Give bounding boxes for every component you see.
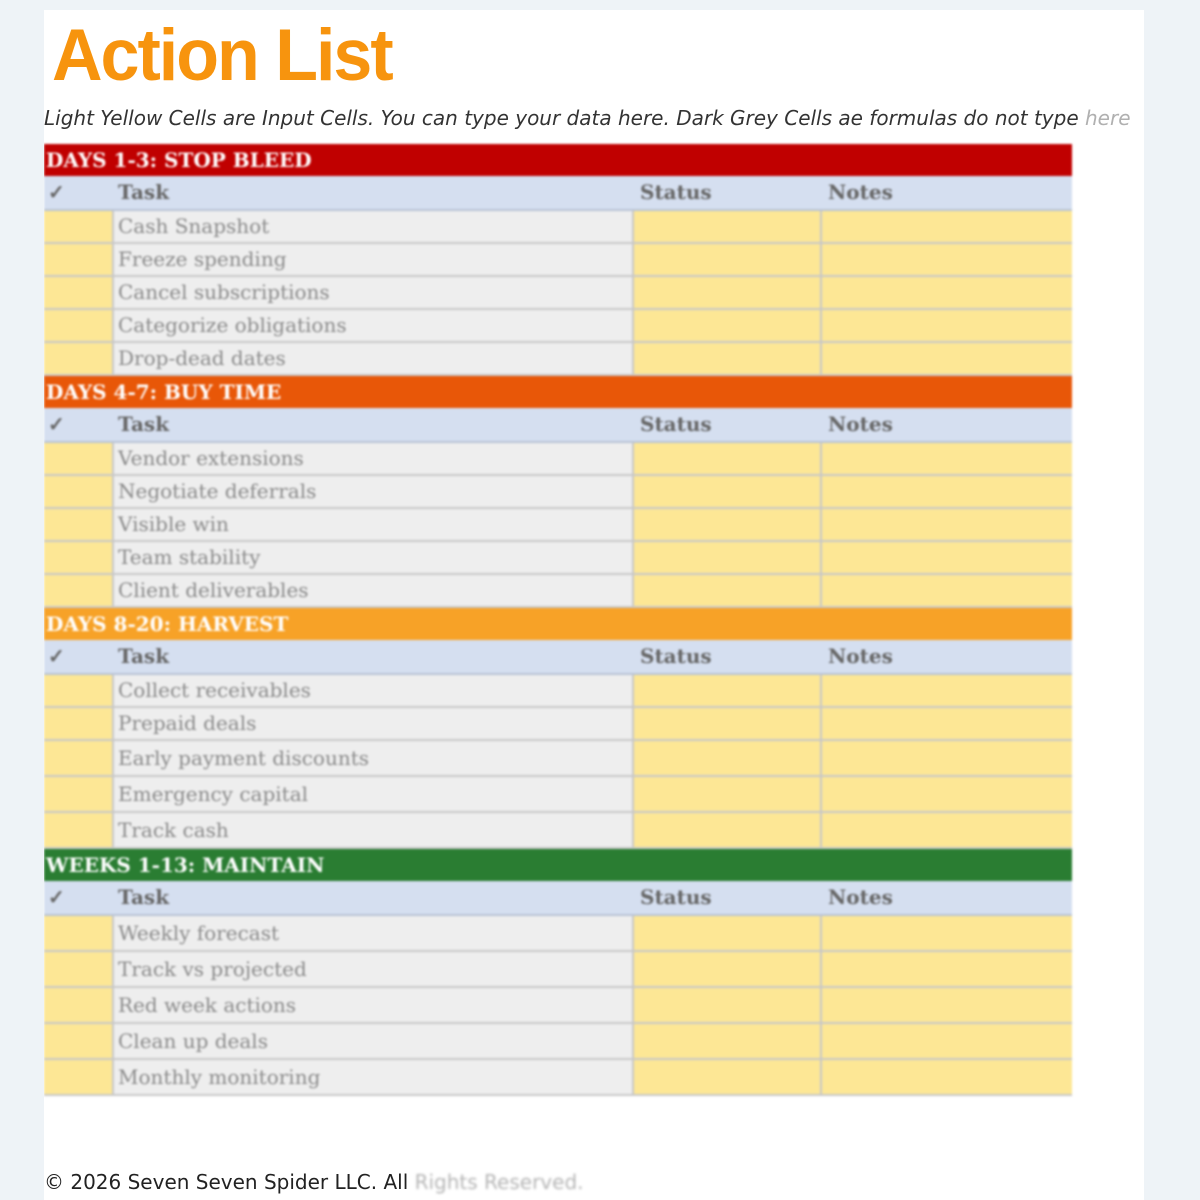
check-cell[interactable] bbox=[44, 575, 114, 606]
section-title: DAYS 8-20: HARVEST bbox=[44, 608, 1072, 640]
task-cell: Clean up deals bbox=[114, 1024, 634, 1058]
notes-cell[interactable] bbox=[822, 244, 1072, 275]
header-row bbox=[44, 881, 1072, 916]
notes-cell[interactable] bbox=[822, 1060, 1072, 1094]
header-status: Status bbox=[640, 644, 712, 668]
table-row bbox=[44, 777, 1072, 813]
check-cell[interactable] bbox=[44, 277, 114, 308]
task-cell: Collect receivables bbox=[114, 675, 634, 706]
table-row bbox=[44, 343, 1072, 376]
check-cell[interactable] bbox=[44, 813, 114, 847]
task-cell: Track cash bbox=[114, 813, 634, 847]
status-cell[interactable] bbox=[634, 443, 822, 474]
check-cell[interactable] bbox=[44, 777, 114, 811]
status-cell[interactable] bbox=[634, 244, 822, 275]
header-row bbox=[44, 408, 1072, 443]
notes-cell[interactable] bbox=[822, 542, 1072, 573]
table-row bbox=[44, 542, 1072, 575]
check-cell[interactable] bbox=[44, 542, 114, 573]
notes-cell[interactable] bbox=[822, 343, 1072, 374]
table-row bbox=[44, 476, 1072, 509]
check-cell[interactable] bbox=[44, 244, 114, 275]
check-cell[interactable] bbox=[44, 988, 114, 1022]
task-cell: Early payment discounts bbox=[114, 741, 634, 775]
check-cell[interactable] bbox=[44, 310, 114, 341]
notes-cell[interactable] bbox=[822, 708, 1072, 739]
table-row bbox=[44, 1024, 1072, 1060]
footer-faded: Rights Reserved. bbox=[408, 1170, 584, 1194]
task-cell: Team stability bbox=[114, 542, 634, 573]
task-cell: Visible win bbox=[114, 509, 634, 540]
status-cell[interactable] bbox=[634, 542, 822, 573]
header-status: Status bbox=[640, 180, 712, 204]
status-cell[interactable] bbox=[634, 741, 822, 775]
task-cell: Drop-dead dates bbox=[114, 343, 634, 374]
task-cell: Categorize obligations bbox=[114, 310, 634, 341]
check-cell[interactable] bbox=[44, 1060, 114, 1094]
header-check: ✓ bbox=[48, 885, 65, 909]
check-cell[interactable] bbox=[44, 741, 114, 775]
header-check: ✓ bbox=[48, 644, 65, 668]
notes-cell[interactable] bbox=[822, 1024, 1072, 1058]
section-0 bbox=[44, 144, 1072, 376]
notes-cell[interactable] bbox=[822, 988, 1072, 1022]
notes-cell[interactable] bbox=[822, 277, 1072, 308]
header-status: Status bbox=[640, 885, 712, 909]
check-cell[interactable] bbox=[44, 211, 114, 242]
table-row bbox=[44, 952, 1072, 988]
header-check: ✓ bbox=[48, 412, 65, 436]
status-cell[interactable] bbox=[634, 211, 822, 242]
header-row bbox=[44, 640, 1072, 675]
task-cell: Monthly monitoring bbox=[114, 1060, 634, 1094]
check-cell[interactable] bbox=[44, 708, 114, 739]
notes-cell[interactable] bbox=[822, 916, 1072, 950]
notes-cell[interactable] bbox=[822, 310, 1072, 341]
table-row bbox=[44, 916, 1072, 952]
table-row bbox=[44, 1060, 1072, 1096]
notes-cell[interactable] bbox=[822, 741, 1072, 775]
header-notes: Notes bbox=[828, 644, 893, 668]
status-cell[interactable] bbox=[634, 343, 822, 374]
header-task: Task bbox=[118, 412, 170, 436]
section-title: WEEKS 1-13: MAINTAIN bbox=[44, 849, 1072, 881]
header-row bbox=[44, 176, 1072, 211]
check-cell[interactable] bbox=[44, 675, 114, 706]
notes-cell[interactable] bbox=[822, 675, 1072, 706]
task-cell: Negotiate deferrals bbox=[114, 476, 634, 507]
table-row bbox=[44, 675, 1072, 708]
header-notes: Notes bbox=[828, 412, 893, 436]
task-cell: Red week actions bbox=[114, 988, 634, 1022]
status-cell[interactable] bbox=[634, 777, 822, 811]
action-table bbox=[44, 144, 1072, 1096]
header-task: Task bbox=[118, 180, 170, 204]
page-title: Action List bbox=[52, 13, 392, 96]
task-cell: Freeze spending bbox=[114, 244, 634, 275]
status-cell[interactable] bbox=[634, 952, 822, 986]
section-title: DAYS 1-3: STOP BLEED bbox=[44, 144, 1072, 176]
header-task: Task bbox=[118, 885, 170, 909]
instructions-text bbox=[44, 106, 1144, 130]
task-cell: Client deliverables bbox=[114, 575, 634, 606]
table-row bbox=[44, 211, 1072, 244]
table-row bbox=[44, 310, 1072, 343]
status-cell[interactable] bbox=[634, 277, 822, 308]
notes-cell[interactable] bbox=[822, 952, 1072, 986]
status-cell[interactable] bbox=[634, 476, 822, 507]
status-cell[interactable] bbox=[634, 675, 822, 706]
task-cell: Emergency capital bbox=[114, 777, 634, 811]
status-cell[interactable] bbox=[634, 813, 822, 847]
table-row bbox=[44, 813, 1072, 849]
table-row bbox=[44, 988, 1072, 1024]
header-check: ✓ bbox=[48, 180, 65, 204]
check-cell[interactable] bbox=[44, 476, 114, 507]
section-2 bbox=[44, 608, 1072, 849]
notes-cell[interactable] bbox=[822, 211, 1072, 242]
section-1 bbox=[44, 376, 1072, 608]
status-cell[interactable] bbox=[634, 1060, 822, 1094]
notes-cell[interactable] bbox=[822, 777, 1072, 811]
check-cell[interactable] bbox=[44, 952, 114, 986]
header-task: Task bbox=[118, 644, 170, 668]
check-cell[interactable] bbox=[44, 916, 114, 950]
task-cell: Vendor extensions bbox=[114, 443, 634, 474]
section-3 bbox=[44, 849, 1072, 1096]
status-cell[interactable] bbox=[634, 1024, 822, 1058]
check-cell[interactable] bbox=[44, 443, 114, 474]
check-cell[interactable] bbox=[44, 509, 114, 540]
status-cell[interactable] bbox=[634, 988, 822, 1022]
task-cell: Track vs projected bbox=[114, 952, 634, 986]
header-status: Status bbox=[640, 412, 712, 436]
task-cell: Cash Snapshot bbox=[114, 211, 634, 242]
table-row bbox=[44, 244, 1072, 277]
table-row bbox=[44, 575, 1072, 608]
task-cell: Cancel subscriptions bbox=[114, 277, 634, 308]
status-cell[interactable] bbox=[634, 509, 822, 540]
table-row bbox=[44, 708, 1072, 741]
notes-cell[interactable] bbox=[822, 813, 1072, 847]
copyright-footer bbox=[44, 1170, 584, 1194]
table-row bbox=[44, 741, 1072, 777]
header-notes: Notes bbox=[828, 180, 893, 204]
table-row bbox=[44, 443, 1072, 476]
table-row bbox=[44, 277, 1072, 310]
section-title: DAYS 4-7: BUY TIME bbox=[44, 376, 1072, 408]
notes-cell[interactable] bbox=[822, 476, 1072, 507]
footer-main: © 2026 Seven Seven Spider LLC. All bbox=[44, 1170, 409, 1194]
check-cell[interactable] bbox=[44, 1024, 114, 1058]
header-notes: Notes bbox=[828, 885, 893, 909]
instructions-faded: here bbox=[1078, 106, 1131, 130]
notes-cell[interactable] bbox=[822, 443, 1072, 474]
notes-cell[interactable] bbox=[822, 575, 1072, 606]
task-cell: Weekly forecast bbox=[114, 916, 634, 950]
status-cell[interactable] bbox=[634, 708, 822, 739]
spreadsheet-page bbox=[44, 10, 1144, 1200]
notes-cell[interactable] bbox=[822, 509, 1072, 540]
status-cell[interactable] bbox=[634, 575, 822, 606]
status-cell[interactable] bbox=[634, 310, 822, 341]
task-cell: Prepaid deals bbox=[114, 708, 634, 739]
status-cell[interactable] bbox=[634, 916, 822, 950]
instructions-main: Light Yellow Cells are Input Cells. You can type your data here. Dark Grey Cells ae formulas do not type bbox=[44, 106, 1079, 130]
table-row bbox=[44, 509, 1072, 542]
check-cell[interactable] bbox=[44, 343, 114, 374]
